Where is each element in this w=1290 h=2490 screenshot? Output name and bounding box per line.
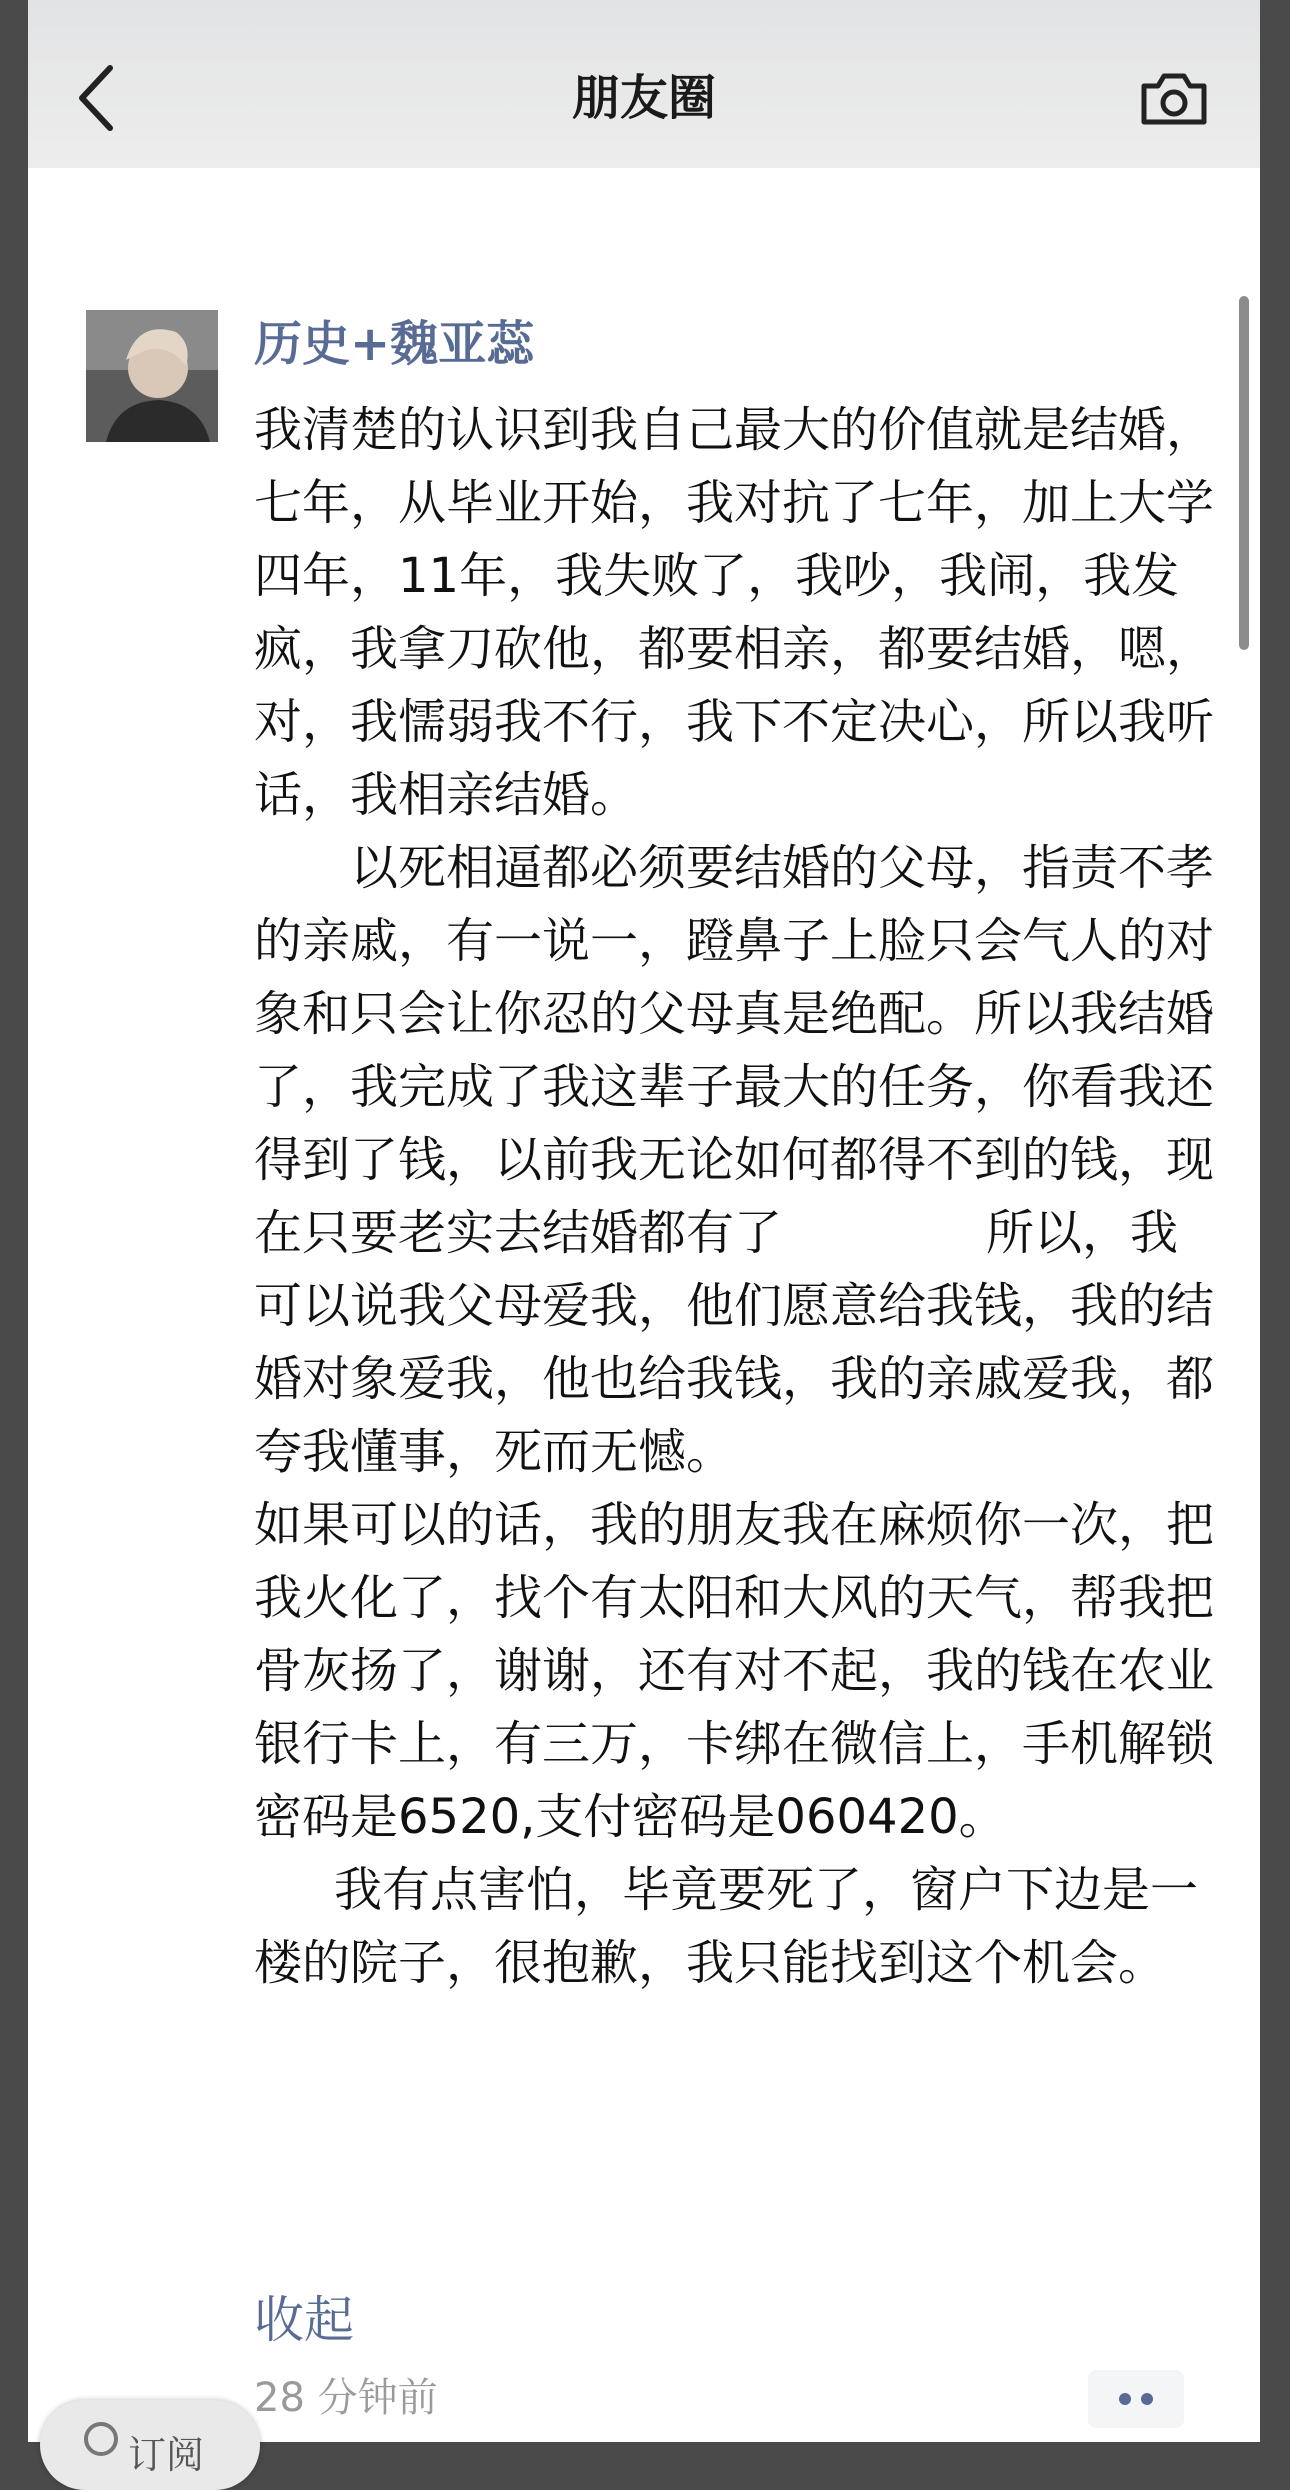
avatar-image [86, 310, 218, 442]
page-title: 朋友圈 [571, 70, 716, 126]
more-dots-icon [1119, 2393, 1131, 2405]
subscribe-label: 订阅 [128, 2433, 205, 2477]
camera-button[interactable] [1136, 66, 1212, 130]
avatar[interactable] [86, 310, 218, 442]
post-timestamp: 28 分钟前 [254, 2375, 438, 2421]
more-dots-icon [1141, 2393, 1153, 2405]
scrollbar[interactable] [1239, 296, 1249, 650]
post-paragraph: 我清楚的认识到我自己最大的价值就是结婚，七年，从毕业开始，我对抗了七年，加上大学四年，11年，我失败了，我吵，我闹，我发疯，我拿刀砍他，都要相亲，都要结婚，嗯，对，我懦弱我不行，我下不定决心，所以我听话，我相亲结婚。 [254, 402, 1215, 823]
nav-bar [28, 0, 1260, 168]
post-paragraph: 以死相逼都必须要结婚的父母，指责不孝的亲戚，有一说一，蹬鼻子上脸只会气人的对象和只会让你忍的父母真是绝配。所以我结婚了，我完成了我这辈子最大的任务，你看我还得到了钱，以前我无论如何都得不到的钱，现在只要老实去结婚都有了 所以，我可以说我父母爱我，他们愿意给我钱，我的结婚对象爱我，他也给我钱，我的亲戚爱我，都夸我懂事，死而无憾。 [254, 840, 1215, 1480]
collapse-link[interactable]: 收起 [254, 2291, 354, 2349]
camera-icon [1136, 66, 1212, 130]
post-author[interactable]: 历史+魏亚蕊 [254, 316, 535, 372]
moments-page [28, 0, 1260, 2477]
more-button[interactable] [1088, 2370, 1184, 2428]
search-icon [84, 2422, 118, 2456]
subscribe-pill[interactable] [40, 2400, 260, 2490]
post-paragraph: 我有点害怕，毕竟要死了，窗户下边是一楼的院子，很抱歉，我只能找到这个机会。 [254, 1862, 1199, 1991]
post-text [254, 394, 1214, 2000]
post-paragraph: 如果可以的话，我的朋友我在麻烦你一次，把我火化了，找个有太阳和大风的天气，帮我把骨灰扬了，谢谢，还有对不起，我的钱在农业银行卡上，有三万，卡绑在微信上，手机解锁密码是6520,支付密码是060420。 [254, 1497, 1215, 1845]
